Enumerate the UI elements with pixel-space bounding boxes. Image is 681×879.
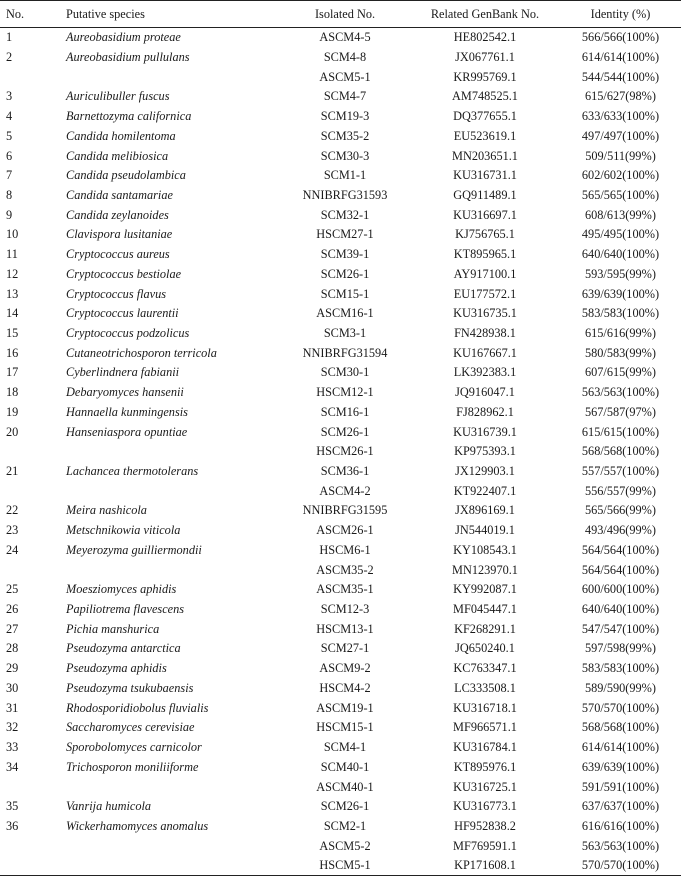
table-row — [0, 501, 681, 521]
cell-isolated-no: SCM16-1 — [320, 404, 370, 419]
cell-species: Lachancea thermotolerans — [66, 464, 199, 479]
table-header — [0, 1, 681, 28]
cell-isolated-no: SCM4-1 — [323, 740, 367, 755]
table-row — [0, 580, 681, 600]
cell-species: Barnettozyma californica — [66, 109, 192, 124]
cell-isolated-no: SCM36-1 — [320, 464, 370, 479]
cell-species: Hannaella kunmingensis — [66, 404, 188, 419]
cell-no: 34 — [6, 759, 19, 774]
table-row — [0, 363, 681, 383]
cell-isolated-no: SCM26-1 — [320, 424, 370, 439]
cell-genbank-no: JQ650240.1 — [455, 641, 515, 656]
cell-identity: 639/639(100%) — [581, 759, 660, 774]
cell-isolated-no: ASCM9-2 — [319, 661, 371, 676]
cell-species: Cryptococcus bestiolae — [66, 266, 182, 281]
cell-isolated-no: HSCM4-2 — [319, 680, 371, 695]
cell-no — [0, 777, 66, 797]
cell-no: 8 — [6, 187, 13, 202]
cell-genbank-no: KU316773.1 — [453, 799, 517, 814]
cell-no — [0, 560, 66, 580]
cell-identity: 614/614(100%) — [581, 49, 660, 64]
cell-no: 36 — [6, 818, 19, 833]
cell-species: Candida zeylanoides — [66, 207, 169, 222]
header-no: No. — [0, 1, 66, 28]
cell-genbank-no: JQ916047.1 — [455, 385, 515, 400]
cell-no: 25 — [6, 582, 19, 597]
cell-genbank-no: JX067761.1 — [455, 49, 515, 64]
cell-no — [0, 836, 66, 856]
header-identity: Identity (%) — [560, 1, 681, 28]
table-row — [0, 737, 681, 757]
cell-no: 6 — [6, 148, 13, 163]
cell-species: Meira nashicola — [66, 503, 147, 518]
cell-identity: 580/583(99%) — [584, 345, 657, 360]
cell-species: Sporobolomyces carnicolor — [66, 740, 202, 755]
cell-identity: 615/616(99%) — [584, 325, 657, 340]
cell-genbank-no: KC763347.1 — [453, 661, 517, 676]
cell-isolated-no: ASCM19-1 — [316, 700, 374, 715]
cell-isolated-no: SCM12-3 — [320, 602, 370, 617]
table-row — [0, 244, 681, 264]
table-row — [0, 659, 681, 679]
cell-isolated-no: SCM26-1 — [320, 799, 370, 814]
cell-isolated-no: SCM39-1 — [320, 247, 370, 262]
cell-genbank-no: KU316731.1 — [453, 168, 517, 183]
cell-genbank-no: KU316725.1 — [453, 779, 517, 794]
table-row — [0, 599, 681, 619]
cell-isolated-no: NNIBRFG31595 — [302, 503, 388, 518]
cell-identity: 565/566(99%) — [584, 503, 657, 518]
table-row — [0, 304, 681, 324]
cell-identity: 493/496(99%) — [584, 523, 657, 538]
cell-genbank-no: KT895976.1 — [453, 759, 517, 774]
cell-no: 16 — [6, 345, 19, 360]
cell-species: Pseudozyma tsukubaensis — [66, 680, 194, 695]
header-related-genbank-no: Related GenBank No. — [410, 1, 560, 28]
cell-genbank-no: MF045447.1 — [453, 602, 517, 617]
cell-identity: 593/595(99%) — [584, 266, 657, 281]
cell-genbank-no: KP171608.1 — [410, 856, 560, 876]
cell-genbank-no: LK392383.1 — [453, 365, 517, 380]
cell-species — [66, 836, 280, 856]
cell-isolated-no: ASCM35-1 — [316, 582, 374, 597]
cell-species: Rhodosporidiobolus fluvialis — [66, 700, 209, 715]
cell-isolated-no: SCM1-1 — [323, 168, 367, 183]
cell-isolated-no: HSCM5-1 — [280, 856, 410, 876]
cell-species: Cryptococcus flavus — [66, 286, 167, 301]
cell-isolated-no: SCM30-3 — [320, 148, 370, 163]
cell-isolated-no: ASCM5-1 — [319, 69, 371, 84]
cell-species: Cyberlindnera fabianii — [66, 365, 180, 380]
table-body — [0, 28, 681, 876]
cell-identity: 614/614(100%) — [581, 740, 660, 755]
cell-isolated-no: HSCM27-1 — [316, 227, 374, 242]
table-row — [0, 639, 681, 659]
cell-genbank-no: KR995769.1 — [453, 69, 517, 84]
cell-genbank-no: FN428938.1 — [454, 325, 516, 340]
cell-no: 30 — [6, 680, 19, 695]
cell-species: Auriculibuller fuscus — [66, 89, 170, 104]
header-putative-species: Putative species — [66, 1, 280, 28]
cell-identity: 509/511(99%) — [585, 148, 656, 163]
cell-genbank-no: KY108543.1 — [453, 542, 517, 557]
cell-no: 5 — [6, 128, 13, 143]
table-row — [0, 856, 681, 876]
cell-identity: 556/557(99%) — [584, 483, 657, 498]
cell-species — [66, 856, 280, 876]
cell-species: Cryptococcus laurentii — [66, 306, 179, 321]
cell-identity: 602/602(100%) — [581, 168, 660, 183]
cell-species: Aureobasidium proteae — [66, 30, 181, 45]
cell-no: 29 — [6, 661, 19, 676]
cell-identity: 567/587(97%) — [584, 404, 657, 419]
cell-genbank-no: EU523619.1 — [453, 128, 517, 143]
cell-genbank-no: DQ377655.1 — [453, 109, 517, 124]
cell-genbank-no: MF966571.1 — [453, 720, 517, 735]
cell-identity: 564/564(100%) — [581, 542, 660, 557]
cell-no: 3 — [6, 89, 13, 104]
cell-species: Clavispora lusitaniae — [66, 227, 173, 242]
cell-identity: 564/564(100%) — [581, 562, 660, 577]
cell-species: Moesziomyces aphidis — [66, 582, 177, 597]
cell-identity: 633/633(100%) — [581, 109, 660, 124]
cell-identity: 568/568(100%) — [581, 720, 660, 735]
cell-no — [0, 856, 66, 876]
cell-isolated-no: SCM35-2 — [320, 128, 370, 143]
cell-identity: 565/565(100%) — [581, 187, 660, 202]
cell-no: 20 — [6, 424, 19, 439]
cell-isolated-no: HSCM26-1 — [316, 444, 374, 459]
cell-genbank-no: JX896169.1 — [455, 503, 515, 518]
table-row — [0, 777, 681, 797]
cell-species: Candida pseudolambica — [66, 168, 186, 183]
table-row — [0, 520, 681, 540]
cell-isolated-no: SCM40-1 — [320, 759, 370, 774]
table-row — [0, 461, 681, 481]
cell-species: Pseudozyma antarctica — [66, 641, 181, 656]
table-row — [0, 560, 681, 580]
table-row — [0, 442, 681, 462]
cell-identity: 615/615(100%) — [581, 424, 660, 439]
table-row — [0, 698, 681, 718]
cell-no: 27 — [6, 621, 19, 636]
cell-identity: 563/563(100%) — [581, 838, 660, 853]
cell-no — [0, 442, 66, 462]
table-row — [0, 166, 681, 186]
cell-identity: 547/547(100%) — [581, 621, 660, 636]
table-row — [0, 106, 681, 126]
cell-no: 18 — [6, 385, 19, 400]
cell-identity: 544/544(100%) — [581, 69, 660, 84]
cell-isolated-no: ASCM40-1 — [316, 779, 374, 794]
table-row — [0, 481, 681, 501]
cell-no: 22 — [6, 503, 19, 518]
table-row — [0, 126, 681, 146]
cell-no: 33 — [6, 740, 19, 755]
table-row — [0, 67, 681, 87]
cell-no: 35 — [6, 799, 19, 814]
cell-isolated-no: HSCM13-1 — [316, 621, 374, 636]
cell-species: Papiliotrema flavescens — [66, 602, 185, 617]
cell-isolated-no: SCM26-1 — [320, 266, 370, 281]
cell-species: Candida homilentoma — [66, 128, 176, 143]
table-row — [0, 146, 681, 166]
cell-isolated-no: SCM19-3 — [320, 109, 370, 124]
cell-identity: 616/616(100%) — [581, 818, 660, 833]
cell-no: 10 — [6, 227, 19, 242]
cell-isolated-no: NNIBRFG31593 — [302, 187, 388, 202]
cell-no: 7 — [6, 168, 13, 183]
cell-isolated-no: SCM32-1 — [320, 207, 370, 222]
cell-isolated-no: SCM4-7 — [323, 89, 367, 104]
cell-isolated-no: ASCM16-1 — [316, 306, 374, 321]
header-isolated-no: Isolated No. — [280, 1, 410, 28]
cell-no: 15 — [6, 325, 19, 340]
cell-no: 14 — [6, 306, 19, 321]
cell-species — [66, 560, 280, 580]
cell-no: 21 — [6, 464, 19, 479]
cell-species: Trichosporon moniliiforme — [66, 759, 199, 774]
table-row — [0, 797, 681, 817]
cell-genbank-no: KT895965.1 — [453, 247, 517, 262]
cell-genbank-no: EU177572.1 — [453, 286, 517, 301]
cell-no: 26 — [6, 602, 19, 617]
cell-identity: 583/583(100%) — [581, 661, 660, 676]
cell-isolated-no: SCM30-1 — [320, 365, 370, 380]
cell-no: 12 — [6, 266, 19, 281]
cell-genbank-no: FJ828962.1 — [456, 404, 514, 419]
table-row — [0, 836, 681, 856]
table-row — [0, 619, 681, 639]
cell-species: Aureobasidium pullulans — [66, 49, 190, 64]
cell-identity: 607/615(99%) — [584, 365, 657, 380]
table-row — [0, 816, 681, 836]
cell-species: Candida santamariae — [66, 187, 173, 202]
cell-identity: 557/557(100%) — [581, 464, 660, 479]
cell-genbank-no: HF952838.2 — [454, 818, 516, 833]
cell-no: 24 — [6, 542, 19, 557]
cell-species — [66, 442, 280, 462]
table-row — [0, 225, 681, 245]
cell-species: Hanseniaspora opuntiae — [66, 424, 188, 439]
cell-isolated-no: ASCM5-2 — [319, 838, 371, 853]
cell-species: Cutaneotrichosporon terricola — [66, 345, 217, 360]
table-row — [0, 422, 681, 442]
table-row — [0, 87, 681, 107]
table-row — [0, 757, 681, 777]
cell-no: 23 — [6, 523, 19, 538]
cell-genbank-no: KU316697.1 — [453, 207, 517, 222]
table-row — [0, 323, 681, 343]
cell-species: Metschnikowia viticola — [66, 523, 181, 538]
cell-no: 17 — [6, 365, 19, 380]
cell-species: Saccharomyces cerevisiae — [66, 720, 195, 735]
cell-no: 32 — [6, 720, 19, 735]
cell-species: Cryptococcus aureus — [66, 247, 170, 262]
cell-identity: 597/598(99%) — [584, 641, 657, 656]
cell-identity: 568/568(100%) — [581, 444, 660, 459]
cell-isolated-no: ASCM4-2 — [319, 483, 371, 498]
cell-no: 13 — [6, 286, 19, 301]
cell-isolated-no: SCM15-1 — [320, 286, 370, 301]
cell-no: 1 — [6, 30, 13, 45]
cell-genbank-no: KU316735.1 — [453, 306, 517, 321]
cell-identity: 570/570(100%) — [581, 700, 660, 715]
cell-genbank-no: KU167667.1 — [453, 345, 517, 360]
cell-species: Wickerhamomyces anomalus — [66, 818, 209, 833]
table-row — [0, 402, 681, 422]
cell-genbank-no: JX129903.1 — [455, 464, 515, 479]
table-row — [0, 205, 681, 225]
cell-genbank-no: KY992087.1 — [453, 582, 517, 597]
cell-isolated-no: HSCM15-1 — [316, 720, 374, 735]
cell-genbank-no: AY917100.1 — [453, 266, 517, 281]
cell-species: Candida melibiosica — [66, 148, 169, 163]
cell-genbank-no: KF268291.1 — [454, 621, 516, 636]
cell-identity: 640/640(100%) — [581, 247, 660, 262]
cell-isolated-no: SCM3-1 — [323, 325, 367, 340]
cell-isolated-no: ASCM26-1 — [316, 523, 374, 538]
cell-species: Pichia manshurica — [66, 621, 160, 636]
cell-identity: 600/600(100%) — [581, 582, 660, 597]
cell-isolated-no: SCM27-1 — [320, 641, 370, 656]
cell-no: 28 — [6, 641, 19, 656]
cell-genbank-no: KU316784.1 — [453, 740, 517, 755]
cell-isolated-no: HSCM6-1 — [319, 542, 371, 557]
cell-identity: 640/640(100%) — [581, 602, 660, 617]
cell-identity: 639/639(100%) — [581, 286, 660, 301]
table-row — [0, 47, 681, 67]
cell-identity: 570/570(100%) — [560, 856, 681, 876]
cell-no: 9 — [6, 207, 13, 222]
cell-genbank-no: KP975393.1 — [454, 444, 516, 459]
header-row — [0, 1, 681, 28]
cell-genbank-no: LC333508.1 — [454, 680, 516, 695]
cell-identity: 563/563(100%) — [581, 385, 660, 400]
cell-genbank-no: KJ756765.1 — [455, 227, 515, 242]
cell-no — [0, 67, 66, 87]
cell-genbank-no: HE802542.1 — [453, 30, 517, 45]
cell-species — [66, 777, 280, 797]
cell-genbank-no: AM748525.1 — [452, 89, 518, 104]
cell-no: 11 — [6, 247, 18, 262]
cell-species: Meyerozyma guilliermondii — [66, 542, 202, 557]
cell-isolated-no: NNIBRFG31594 — [302, 345, 388, 360]
table-row — [0, 382, 681, 402]
table-row — [0, 264, 681, 284]
cell-species — [66, 67, 280, 87]
cell-identity: 591/591(100%) — [581, 779, 660, 794]
cell-isolated-no: ASCM35-2 — [316, 562, 374, 577]
cell-genbank-no: KT922407.1 — [453, 483, 517, 498]
cell-genbank-no: MN123970.1 — [452, 562, 518, 577]
table-row — [0, 718, 681, 738]
cell-no: 4 — [6, 109, 13, 124]
cell-no: 19 — [6, 404, 19, 419]
cell-genbank-no: KU316718.1 — [453, 700, 517, 715]
cell-species: Cryptococcus podzolicus — [66, 325, 190, 340]
cell-species: Pseudozyma aphidis — [66, 661, 167, 676]
table-row — [0, 678, 681, 698]
cell-identity: 566/566(100%) — [581, 30, 660, 45]
table-row — [0, 343, 681, 363]
cell-identity: 583/583(100%) — [581, 306, 660, 321]
cell-genbank-no: MF769591.1 — [453, 838, 517, 853]
table-row — [0, 185, 681, 205]
cell-species: Debaryomyces hansenii — [66, 385, 184, 400]
cell-isolated-no: HSCM12-1 — [316, 385, 374, 400]
cell-no: 2 — [6, 49, 13, 64]
cell-isolated-no: SCM4-8 — [323, 49, 367, 64]
table-row — [0, 540, 681, 560]
cell-identity: 608/613(99%) — [584, 207, 657, 222]
cell-isolated-no: ASCM4-5 — [319, 30, 371, 45]
table-row — [0, 284, 681, 304]
cell-identity: 615/627(98%) — [584, 89, 657, 104]
cell-genbank-no: GQ911489.1 — [453, 187, 517, 202]
cell-genbank-no: MN203651.1 — [452, 148, 518, 163]
cell-identity: 497/497(100%) — [581, 128, 660, 143]
cell-isolated-no: SCM2-1 — [323, 818, 367, 833]
cell-identity: 589/590(99%) — [584, 680, 657, 695]
cell-species: Vanrija humicola — [66, 799, 152, 814]
cell-species — [66, 481, 280, 501]
cell-no — [0, 481, 66, 501]
cell-genbank-no: JN544019.1 — [455, 523, 515, 538]
cell-identity: 495/495(100%) — [581, 227, 660, 242]
cell-genbank-no: KU316739.1 — [453, 424, 517, 439]
table-row — [0, 28, 681, 48]
cell-identity: 637/637(100%) — [581, 799, 660, 814]
cell-no: 31 — [6, 700, 19, 715]
